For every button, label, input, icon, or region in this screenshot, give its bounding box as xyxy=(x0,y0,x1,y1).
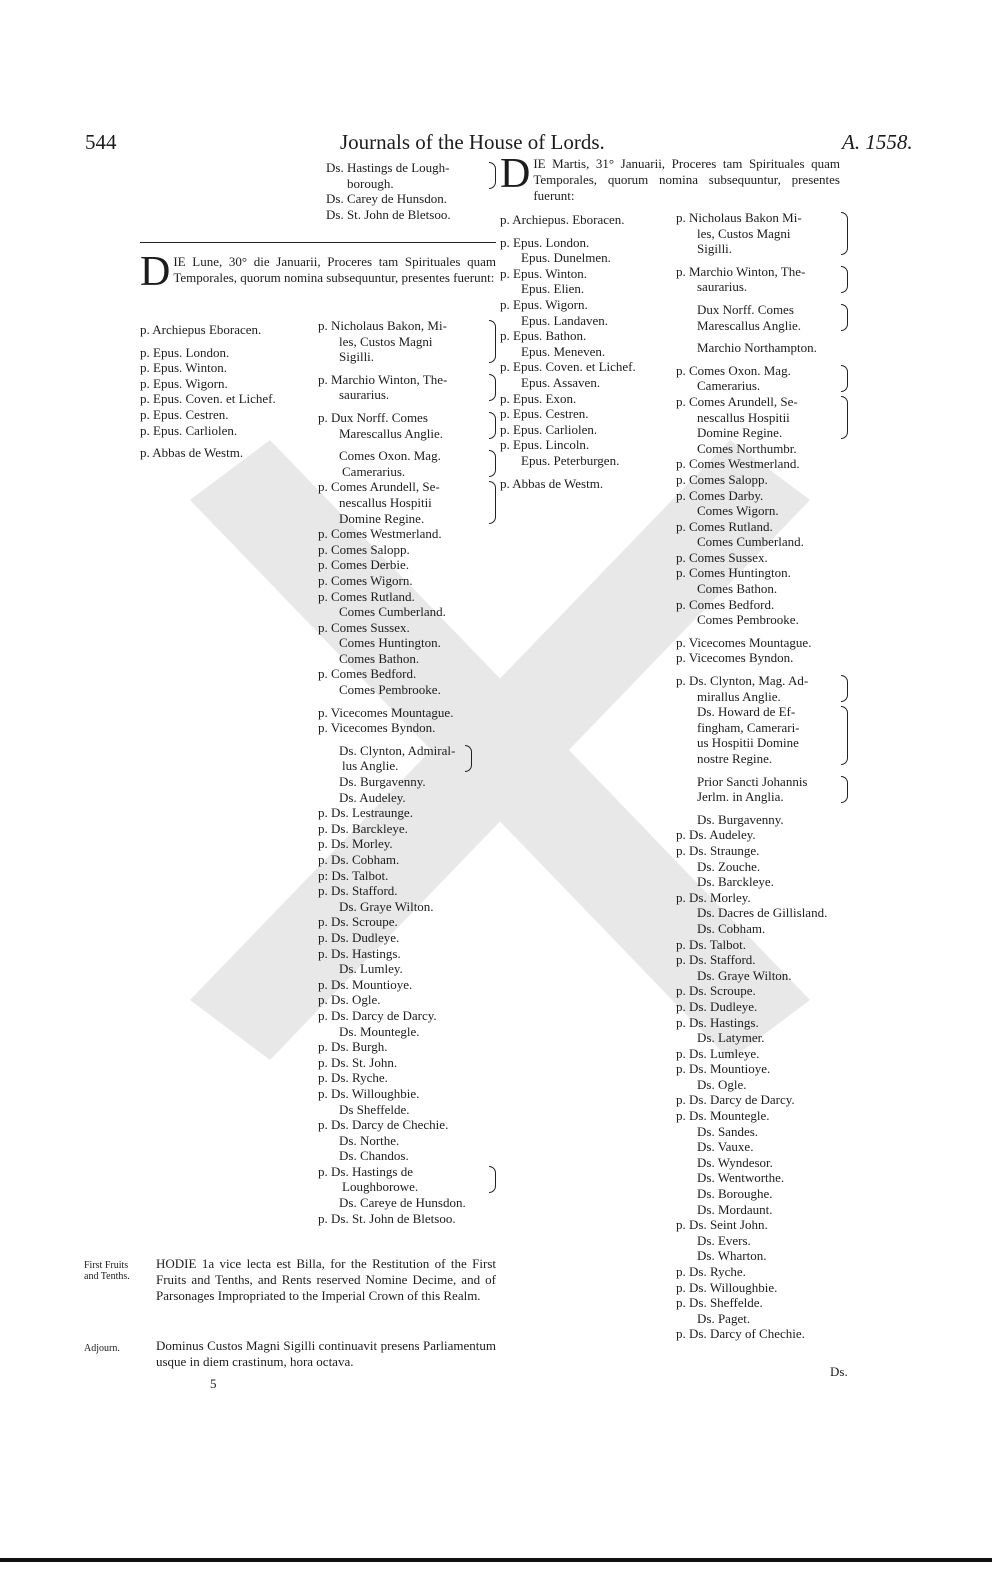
list-item: Ds. Burgavenny. xyxy=(339,774,426,790)
running-title: Journals of the House of Lords. xyxy=(340,130,605,154)
list-item: Jerlm. in Anglia. xyxy=(697,789,784,805)
intro-text: IE Martis, 31° Januarii, Proceres tam Spirituales quam Temporales, quorum nomina subsequuntur, presentes fuerunt: xyxy=(533,156,840,203)
list-item: p. Comes Rutland. xyxy=(676,518,773,534)
list-item: borough. xyxy=(347,175,394,191)
list-item: Ds. Graye Wilton. xyxy=(697,967,792,983)
list-item: p. Ds. Ryche. xyxy=(676,1264,746,1279)
list-item: nostre Regine. xyxy=(697,751,773,766)
list-item: Marescallus Anglie. xyxy=(339,425,443,441)
list-item: nescallus Hospitii xyxy=(339,494,432,510)
list-item: Ds. Mountegle. xyxy=(339,1023,420,1039)
list-item: p. Comes Sussex. xyxy=(318,619,410,635)
list-item: p. Ds. Lestraunge. xyxy=(318,805,413,821)
list-item: Comes Northumbr. xyxy=(697,440,797,456)
list-item: nescallus Hospitii xyxy=(697,409,790,425)
list-item: Ds. Clynton, Admiral- xyxy=(339,742,456,758)
list-item: p. Comes Rutland. xyxy=(318,588,415,604)
list-item: mirallus Anglie. xyxy=(697,688,781,704)
list-item: p. Epus. Winton. xyxy=(140,360,227,376)
list-item: Ds. Hastings de Lough- xyxy=(326,160,450,175)
list-item: p. Vicecomes Byndon. xyxy=(318,720,436,736)
list-item: p. Epus. Carliolen. xyxy=(140,422,238,438)
list-item: p. Ds. Scroupe. xyxy=(676,983,756,999)
list-item: p. Vicecomes Mountague. xyxy=(676,634,812,650)
list-item: Epus. Assaven. xyxy=(521,374,601,390)
list-item: p. Ds. Scroupe. xyxy=(318,914,398,930)
margin-line: and Tenths. xyxy=(84,1271,130,1282)
list-item: Ds. St. John de Bletsoo. xyxy=(326,206,451,222)
list-item: Comes Pembrooke. xyxy=(339,682,441,698)
day2-lay-list xyxy=(676,210,848,1342)
list-item: saurarius. xyxy=(339,387,390,403)
list-item: p. Ds. Darcy of Chechie. xyxy=(676,1326,805,1342)
list-item: p. Epus. Wigorn. xyxy=(500,296,588,312)
list-item: Comes Bathon. xyxy=(339,650,420,666)
list-item: p. Epus. London. xyxy=(140,344,230,360)
list-item: Marescallus Anglie. xyxy=(697,317,801,333)
list-item: Ds. Howard de Ef- xyxy=(697,704,796,720)
list-item: p. Epus. Cestren. xyxy=(500,406,589,422)
list-item: Ds. Wharton. xyxy=(697,1248,767,1264)
list-item: lus Anglie. xyxy=(342,758,399,774)
list-item: saurarius. xyxy=(697,279,748,295)
list-item: Ds. Vauxe. xyxy=(697,1139,754,1155)
list-item: p. Ds. Barckleye. xyxy=(318,820,408,836)
list-item: p. Ds. Willoughbie. xyxy=(318,1085,420,1101)
drop-cap: D xyxy=(500,151,531,197)
list-item: p. Comes Darby. xyxy=(676,487,764,503)
list-item: Comes Cumberland. xyxy=(339,604,446,620)
list-item: Epus. Landaven. xyxy=(521,312,609,328)
list-item: Ds. Dacres de Gillisland. xyxy=(697,905,828,921)
list-item: Comes Pembrooke. xyxy=(697,612,799,628)
list-item: Ds. Mordaunt. xyxy=(697,1201,773,1217)
catchword: Ds. xyxy=(830,1364,848,1379)
list-item: Domine Regine. xyxy=(339,510,425,526)
day2-clergy-list xyxy=(500,212,670,491)
top-continuation xyxy=(326,160,496,222)
list-item: p. Ds. Lumleye. xyxy=(676,1045,760,1061)
list-item: Comes Oxon. Mag. xyxy=(339,448,441,464)
list-item: Ds. Sandes. xyxy=(697,1123,759,1139)
list-item: p. Epus. Winton. xyxy=(500,265,587,281)
list-item: Ds. Wentworthe. xyxy=(697,1170,785,1186)
day1-clergy-list xyxy=(140,322,310,461)
list-item: p. Epus. London. xyxy=(500,234,590,250)
list-item: us Hospitii Domine xyxy=(697,735,799,751)
list-item: Comes Cumberland. xyxy=(697,534,804,550)
list-item: Ds. Barckleye. xyxy=(697,874,774,890)
list-item: p. Abbas de Westm. xyxy=(140,445,244,461)
list-item: Epus. Dunelmen. xyxy=(521,250,611,266)
list-item: Domine Regine. xyxy=(697,425,783,441)
list-item: p. Ds. Darcy de Darcy. xyxy=(318,1007,437,1023)
list-item: p. Ds. Hastings de xyxy=(318,1163,413,1179)
year-label: A. 1558. xyxy=(842,130,913,154)
list-item: p. Ds. Clynton, Mag. Ad- xyxy=(676,673,809,689)
list-item: Ds. Cobham. xyxy=(697,920,766,936)
list-item: p. Comes Oxon. Mag. xyxy=(676,362,791,378)
day1-intro xyxy=(140,249,496,295)
list-item: p. Comes Wigorn. xyxy=(318,572,413,588)
section-divider xyxy=(140,242,496,243)
list-item: p. Epus. Lincoln. xyxy=(500,437,590,453)
day2-intro xyxy=(500,151,840,204)
list-item: p. Epus. Coven. et Lichef. xyxy=(500,359,636,375)
list-item: p. Ds. Ogle. xyxy=(318,992,381,1008)
list-item: p. Epus. Carliolen. xyxy=(500,421,598,437)
margin-note-first-fruits xyxy=(84,1260,130,1282)
list-item: Ds. Evers. xyxy=(697,1232,751,1248)
first-fruits-paragraph: HODIE 1a vice lecta est Billa, for the Restitution of the First Fruits and Tenths, and Rents reserved Nomine Decime, and of Parsonages Impropriated to the Imperial Crown of this Realm. xyxy=(156,1256,496,1303)
list-item: p. Ds. Ryche. xyxy=(318,1070,388,1086)
list-item: Comes Bathon. xyxy=(697,581,778,597)
list-item: p. Comes Bedford. xyxy=(676,596,775,612)
list-item: p. Epus. Cestren. xyxy=(140,406,229,422)
list-item: Ds. Lumley. xyxy=(339,961,403,977)
list-item: p. Ds. Darcy de Chechie. xyxy=(318,1117,449,1133)
list-item: p. Nicholaus Bakon Mi- xyxy=(676,210,802,225)
drop-cap: D xyxy=(140,249,171,295)
list-item: Ds. Paget. xyxy=(697,1310,751,1326)
list-item: p. Ds. Hastings. xyxy=(318,945,401,961)
list-item: p. Ds. Hastings. xyxy=(676,1014,759,1030)
list-item: p. Marchio Winton, The- xyxy=(676,263,806,279)
list-item: p. Ds. Dudleye. xyxy=(676,998,758,1014)
list-item: p. Comes Westmerland. xyxy=(676,456,800,472)
day1-lay-list xyxy=(318,318,496,1226)
list-item: p. Ds. Seint John. xyxy=(676,1217,768,1233)
list-item: Ds. Chandos. xyxy=(339,1148,409,1164)
list-item: p. Ds. Cobham. xyxy=(318,852,400,867)
list-item: p. Comes Sussex. xyxy=(676,549,768,565)
list-item: p. Vicecomes Mountague. xyxy=(318,704,454,720)
list-item: p. Epus. Exon. xyxy=(500,390,577,406)
list-item: fingham, Camerari- xyxy=(697,719,800,735)
list-item: Ds. Zouche. xyxy=(697,858,761,874)
list-item: p. Ds. St. John de Bletsoo. xyxy=(318,1210,456,1226)
list-item: p. Vicecomes Byndon. xyxy=(676,650,794,666)
list-item: p. Ds. Burgh. xyxy=(318,1039,388,1055)
list-item: p. Abbas de Westm. xyxy=(500,475,604,491)
list-item: p. Ds. Mountioye. xyxy=(318,976,413,992)
list-item: p. Comes Arundell, Se- xyxy=(676,393,798,409)
bottom-border xyxy=(0,1558,992,1562)
list-item: p: Ds. Talbot. xyxy=(318,867,389,883)
list-item: Ds. Burgavenny. xyxy=(697,811,784,827)
list-item: Ds. Wyndesor. xyxy=(697,1154,773,1170)
list-item: p. Ds. Stafford. xyxy=(318,883,398,899)
list-item: Epus. Elien. xyxy=(521,281,585,297)
adjourn-paragraph: Dominus Custos Magni Sigilli continuavit presens Parliamentum usque in diem crastinum, hora octava. xyxy=(156,1338,496,1369)
list-item: Loughborowe. xyxy=(342,1179,419,1195)
list-item: Ds. Audeley. xyxy=(339,789,406,805)
list-item: Ds. Latymer. xyxy=(697,1030,765,1046)
list-item: Ds. Carey de Hunsdon. xyxy=(326,191,447,207)
list-item: p. Ds. Dudleye. xyxy=(318,929,400,945)
list-item: p. Nicholaus Bakon, Mi- xyxy=(318,318,447,333)
list-item: Ds. Careye de Hunsdon. xyxy=(339,1195,466,1211)
list-item: p. Comes Westmerland. xyxy=(318,526,442,542)
signature-mark: 5 xyxy=(210,1376,217,1391)
list-item: p. Comes Bedford. xyxy=(318,666,417,682)
list-item: p. Ds. Morley. xyxy=(676,889,751,905)
list-item: p. Ds. Sheffelde. xyxy=(676,1295,763,1311)
list-item: Ds. Northe. xyxy=(339,1132,400,1148)
list-item: p. Ds. Morley. xyxy=(318,836,393,852)
list-item: p. Ds. Talbot. xyxy=(676,936,746,952)
list-item: p. Comes Salopp. xyxy=(318,541,410,557)
list-item: les, Custos Magni xyxy=(339,333,433,349)
list-item: p. Epus. Wigorn. xyxy=(140,375,228,391)
list-item: p. Ds. Mountioye. xyxy=(676,1061,771,1077)
list-item: p. Ds. Stafford. xyxy=(676,952,756,968)
list-item: Ds. Boroughe. xyxy=(697,1186,773,1202)
list-item: les, Custos Magni xyxy=(697,225,791,241)
list-item: p. Ds. Darcy de Darcy. xyxy=(676,1092,795,1108)
list-item: p. Comes Arundell, Se- xyxy=(318,479,440,495)
list-item: p. Comes Salopp. xyxy=(676,471,768,487)
list-item: Comes Huntington. xyxy=(339,635,441,651)
list-item: Sigilli. xyxy=(339,349,375,365)
page-number: 544 xyxy=(85,130,117,154)
list-item: Epus. Peterburgen. xyxy=(521,452,620,468)
list-item: p. Ds. Mountegle. xyxy=(676,1108,770,1124)
list-item: Marchio Northampton. xyxy=(697,340,817,356)
margin-line: First Fruits xyxy=(84,1260,129,1271)
list-item: p. Marchio Winton, The- xyxy=(318,371,448,387)
list-item: Ds. Graye Wilton. xyxy=(339,898,434,914)
list-item: p. Archiepus. Eboracen. xyxy=(500,212,625,227)
list-item: p. Dux Norff. Comes xyxy=(318,409,428,425)
list-item: p. Ds. St. John. xyxy=(318,1054,398,1070)
list-item: p. Comes Huntington. xyxy=(676,565,791,581)
list-item: Prior Sancti Johannis xyxy=(697,773,808,789)
list-item: Dux Norff. Comes xyxy=(697,301,794,317)
list-item: p. Epus. Coven. et Lichef. xyxy=(140,391,276,407)
intro-text: IE Lune, 30° die Januarii, Proceres tam Spirituales quam Temporales, quorum nomina subsequuntur, presentes fuerunt: xyxy=(173,254,496,285)
list-item: Ds. Ogle. xyxy=(697,1076,747,1092)
list-item: Comes Wigorn. xyxy=(697,503,779,519)
list-item: p. Ds. Willoughbie. xyxy=(676,1279,778,1295)
list-item: p. Ds. Straunge. xyxy=(676,842,760,858)
list-item: p. Archiepus Eboracen. xyxy=(140,322,262,337)
list-item: Epus. Meneven. xyxy=(521,343,606,359)
list-item: Camerarius. xyxy=(342,463,406,479)
list-item: Camerarius. xyxy=(697,378,761,394)
list-item: Ds Sheffelde. xyxy=(339,1101,410,1117)
list-item: p. Epus. Bathon. xyxy=(500,328,587,344)
list-item: Sigilli. xyxy=(697,241,733,257)
list-item: p. Ds. Audeley. xyxy=(676,827,756,843)
list-item: p. Comes Derbie. xyxy=(318,557,409,573)
margin-note-adjourn: Adjourn. xyxy=(84,1343,120,1354)
